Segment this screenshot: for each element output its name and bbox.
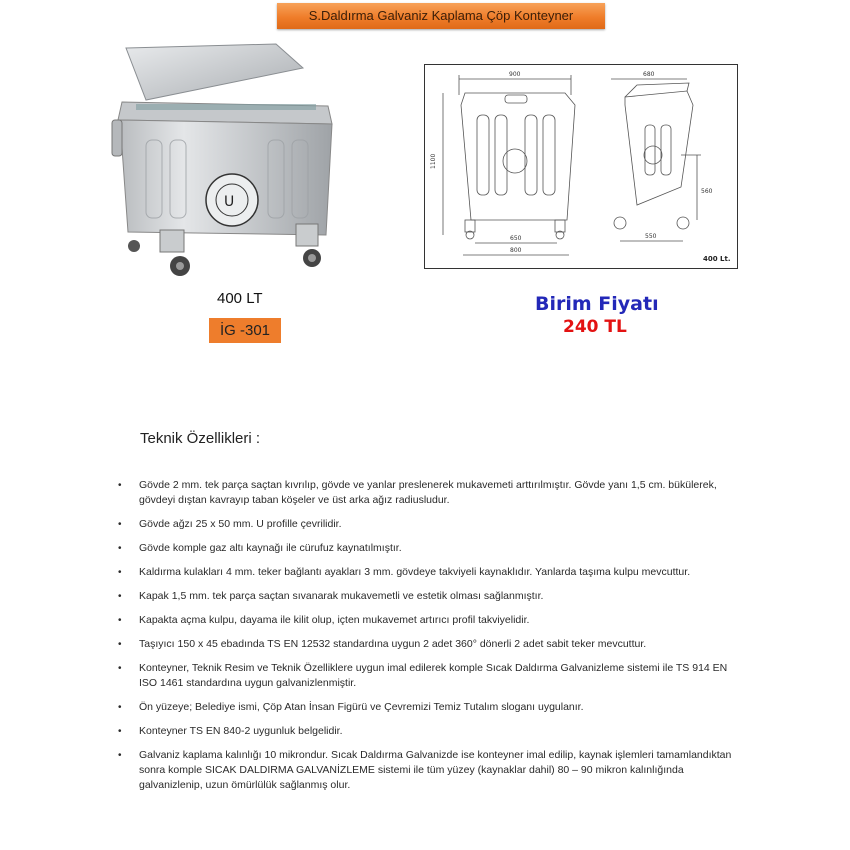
bullet-icon: • bbox=[118, 543, 122, 554]
spec-item: • Kapak 1,5 mm. tek parça saçtan sıvanarak mukavemetli ve estetik olması sağlanmıştır. bbox=[118, 590, 544, 602]
spec-item: • Gövde ağzı 25 x 50 mm. U profille çevrilidir. bbox=[118, 518, 342, 530]
drawing-capacity-label: 400 Lt. bbox=[703, 255, 731, 263]
spec-item: • Kaldırma kulakları 4 mm. teker bağlantı ayakları 3 mm. gövdeye takviyeli kaynaklıdır. Yanlarda taşıma kulpu mevcuttur. bbox=[118, 566, 691, 578]
spec-item: • Konteyner, Teknik Resim ve Teknik Özelliklere uygun imal edilerek komple Sıcak Daldırma Galvanizleme sistemi ile TS 914 EN ISO 1461 standardına uygun galvanizlenmiştir. bbox=[118, 662, 728, 689]
bullet-icon: • bbox=[118, 702, 122, 713]
product-code-badge: İG -301 bbox=[209, 318, 281, 343]
dim-inner-bottom: 650 bbox=[510, 235, 522, 242]
dim-side-height: 560 bbox=[701, 188, 713, 195]
bullet-icon: • bbox=[118, 639, 122, 650]
unit-price-value: 240 TL bbox=[563, 317, 627, 337]
bullet-icon: • bbox=[118, 750, 122, 761]
bullet-icon: • bbox=[118, 726, 122, 737]
bullet-icon: • bbox=[118, 615, 122, 626]
bullet-icon: • bbox=[118, 663, 122, 674]
spec-item: • Gövde komple gaz altı kaynağı ile cürufuz kaynatılmıştır. bbox=[118, 542, 402, 554]
specs-list bbox=[118, 478, 738, 802]
spec-item: • Ön yüzeye; Belediye ismi, Çöp Atan İnsan Figürü ve Çevremizi Temiz Tutalım sloganı uygulanır. bbox=[118, 701, 584, 713]
bullet-icon: • bbox=[118, 480, 122, 491]
container-photo bbox=[108, 40, 348, 285]
dim-side-top: 680 bbox=[643, 71, 655, 78]
spec-item: • Gövde 2 mm. tek parça saçtan kıvrılıp, gövde ve yanlar preslenerek mukavemeti arttırılmıştır. Gövde yanı 1,5 cm. bükülerek, gövdeyi dıştan kavrayıp taban köşeler ve üst arka ağız radiusludur. bbox=[118, 479, 717, 506]
dim-height: 1100 bbox=[430, 153, 437, 169]
unit-price-label: Birim Fiyatı bbox=[535, 293, 659, 315]
dim-outer-bottom: 800 bbox=[510, 247, 522, 254]
spec-item: • Galvaniz kaplama kalınlığı 10 mikrondur. Sıcak Daldırma Galvanizde ise konteyner imal edilip, kaynak işlemleri tamamlandıktan sonra komple SICAK DALDIRMA GALVANİZLEME sistemi ile tüm yüzey (kaynaklar dahil) 80 – 90 mikron kalınlığında galvanizlenip, uzun ömürlülük sağlanmış olur. bbox=[118, 749, 732, 791]
dim-side-bottom: 550 bbox=[645, 233, 657, 240]
spec-item: • Kapakta açma kulpu, dayama ile kilit olup, içten mukavemet artırıcı profil takviyelidir. bbox=[118, 614, 530, 626]
spec-item: • Konteyner TS EN 840-2 uygunluk belgelidir. bbox=[118, 725, 343, 737]
bullet-icon: • bbox=[118, 519, 122, 530]
technical-drawing bbox=[424, 64, 738, 269]
svg-text:U: U bbox=[224, 194, 235, 210]
specs-heading: Teknik Özellikleri : bbox=[140, 430, 261, 447]
spec-item: • Taşıyıcı 150 x 45 ebadında TS EN 12532 standardına uygun 2 adet 360° dönerli 2 adet sabit teker mevcuttur. bbox=[118, 638, 647, 650]
capacity-label: 400 LT bbox=[217, 290, 263, 307]
bullet-icon: • bbox=[118, 567, 122, 578]
bullet-icon: • bbox=[118, 591, 122, 602]
dim-width-top: 900 bbox=[509, 71, 521, 78]
page-title: S.Daldırma Galvaniz Kaplama Çöp Konteyner bbox=[277, 3, 605, 29]
